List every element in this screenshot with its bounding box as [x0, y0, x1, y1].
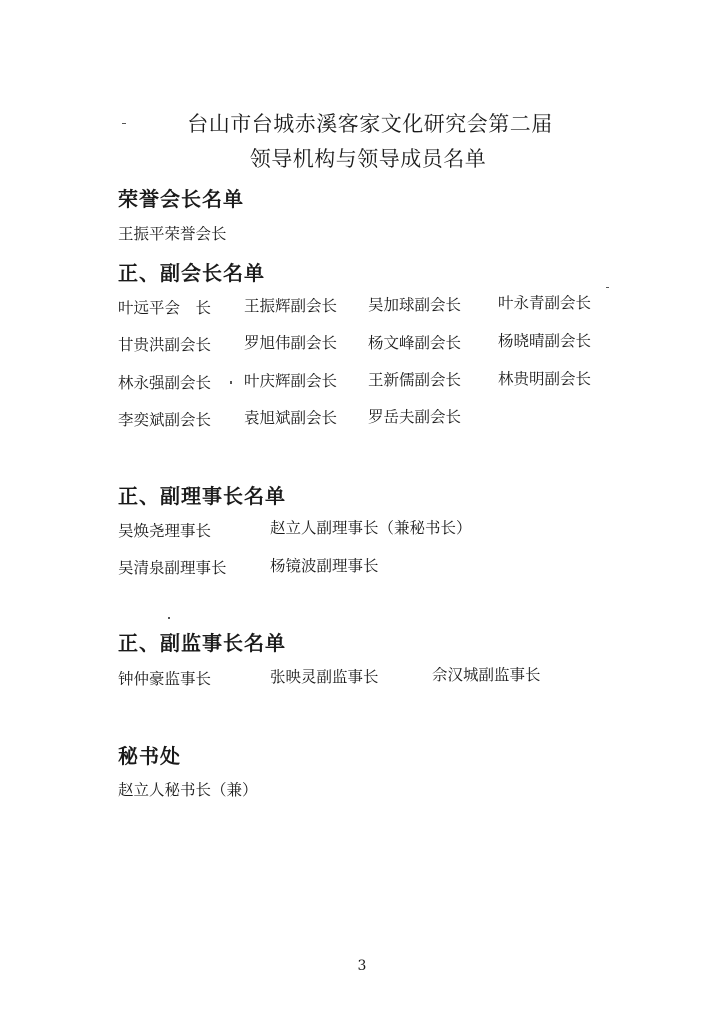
section-heading-secretariat: 秘书处 [118, 744, 181, 768]
list-item: 吴加球副会长 [368, 296, 462, 314]
page-number: 3 [357, 958, 367, 974]
list-item: 张映灵副监事长 [270, 668, 379, 686]
list-item: 林永强副会长 [118, 374, 212, 392]
section-heading-presidents: 正、副会长名单 [118, 261, 265, 285]
section-heading-directors: 正、副理事长名单 [118, 484, 286, 508]
list-item: 吴清泉副理事长 [118, 559, 227, 577]
list-item: 赵立人秘书长（兼） [118, 781, 258, 799]
scan-speck [122, 123, 126, 124]
list-item: 袁旭斌副会长 [244, 409, 338, 427]
list-item: 李奕斌副会长 [118, 411, 212, 429]
list-item: 吴焕尧理事长 [118, 522, 212, 540]
list-item: 钟仲豪监事长 [118, 670, 212, 688]
list-item: 王新儒副会长 [368, 371, 462, 389]
list-item: 林贵明副会长 [498, 370, 592, 388]
title-line-2: 领导机构与领导成员名单 [249, 147, 487, 171]
scan-speck [168, 617, 170, 619]
section-heading-supervisors: 正、副监事长名单 [118, 631, 286, 655]
title-line-1: 台山市台城赤溪客家文化研究会第二届 [187, 112, 553, 136]
list-item: 罗岳夫副会长 [368, 408, 462, 426]
list-item: 叶庆辉副会长 [244, 372, 338, 390]
list-item: 佘汉城副监事长 [432, 666, 541, 684]
list-item: 杨文峰副会长 [368, 334, 462, 352]
list-item: 杨镜波副理事长 [270, 557, 379, 575]
list-item: 叶远平会 长 [118, 299, 212, 317]
list-item: 甘贵洪副会长 [118, 336, 212, 354]
list-item: 王振平荣誉会长 [118, 225, 227, 243]
list-item: 王振辉副会长 [244, 297, 338, 315]
list-item: 赵立人副理事长（兼秘书长） [270, 519, 472, 537]
list-item: 叶永青副会长 [498, 294, 592, 312]
list-item: 杨晓晴副会长 [498, 332, 592, 350]
list-item: 罗旭伟副会长 [244, 334, 338, 352]
scan-speck [230, 381, 232, 384]
scan-speck [606, 287, 609, 288]
section-heading-honorary: 荣誉会长名单 [118, 187, 244, 211]
